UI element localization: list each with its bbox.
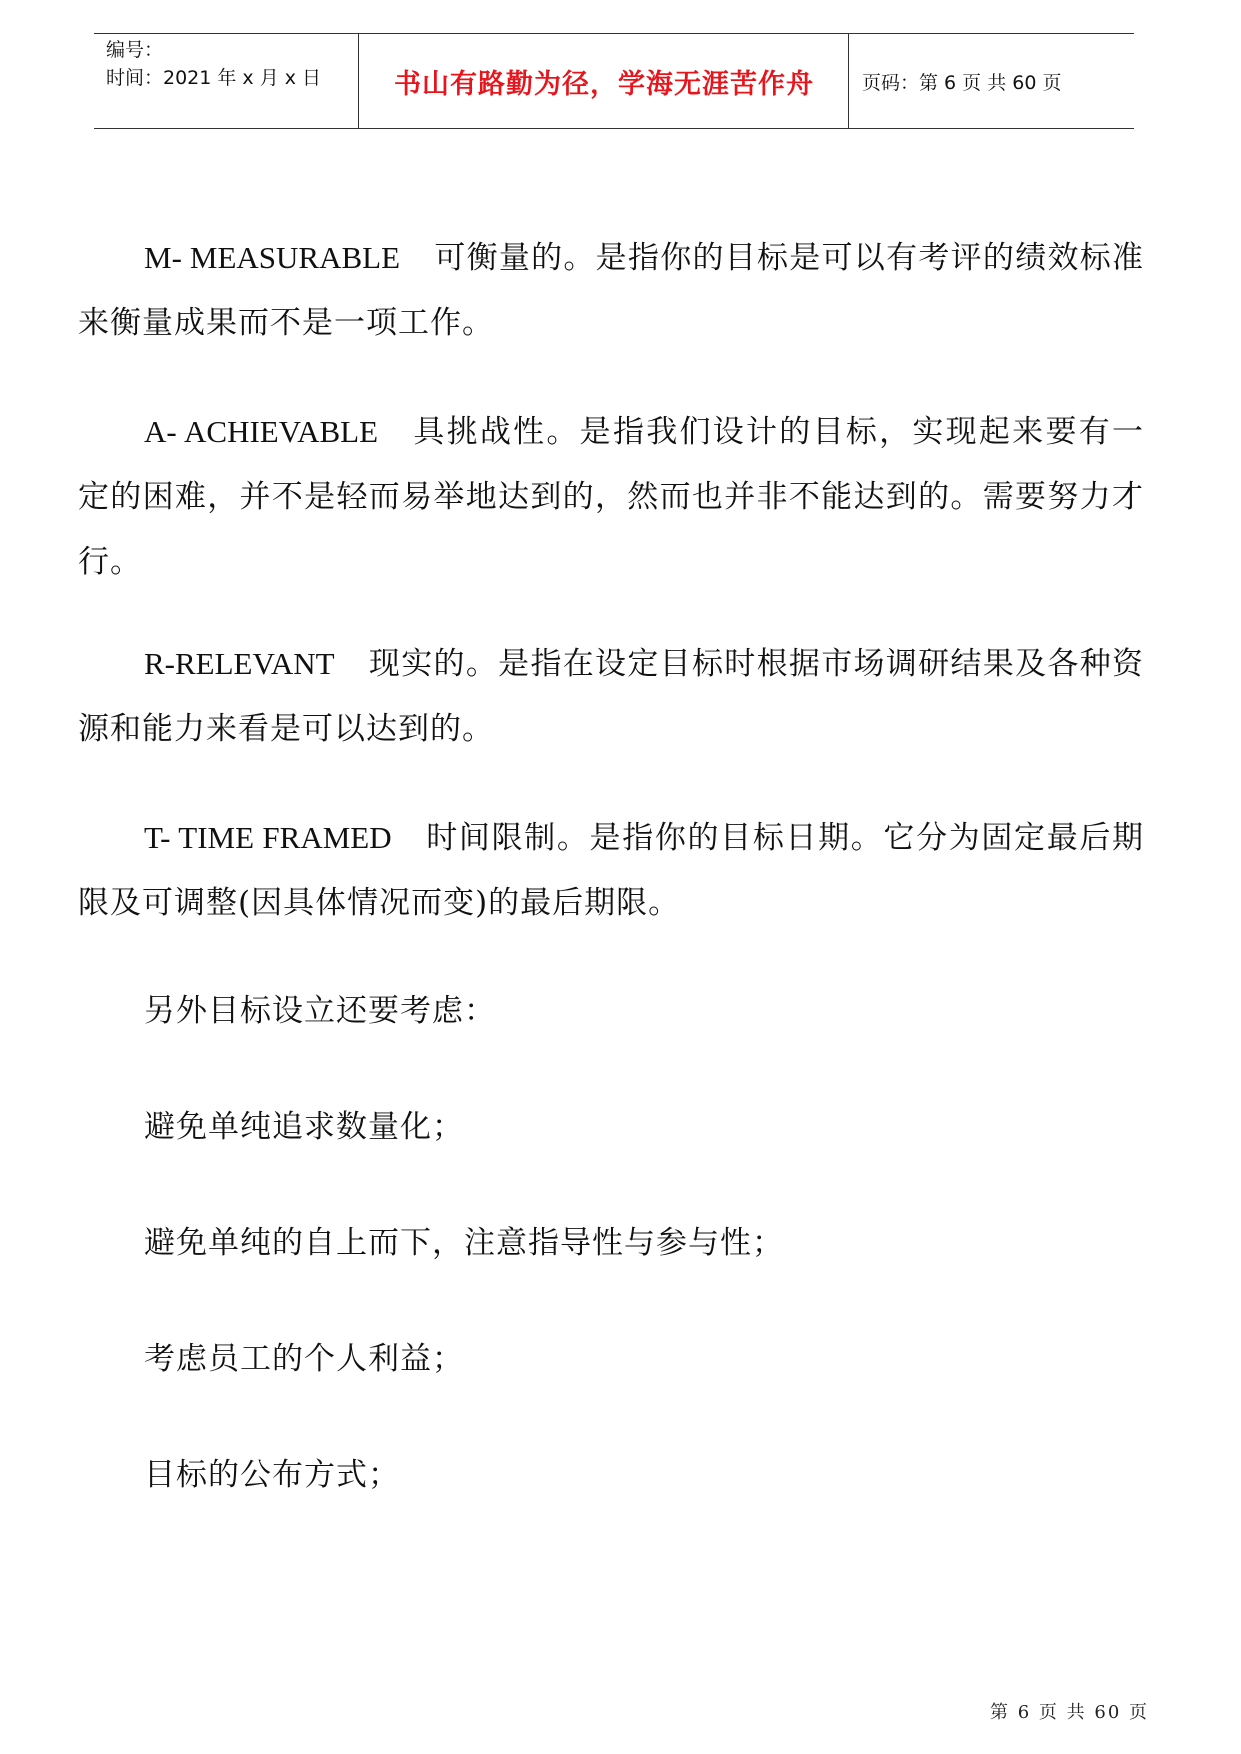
header-motto-cell: [360, 34, 849, 128]
paragraph-text: 时间限制。是指你的目标日期。它分为固定最后期限及可调整(因具体情况而变)的最后期限。: [78, 820, 1145, 921]
paragraph-text: 另外目标设立还要考虑：: [144, 993, 496, 1029]
paragraph-text: 目标的公布方式；: [144, 1457, 400, 1493]
header-page-info: 页码：第 6 页 共 60 页: [862, 71, 1062, 94]
paragraph-time-framed: [78, 805, 1144, 936]
header-motto: 书山有路勤为径，学海无涯苦作舟: [394, 68, 814, 100]
page-footer: 第 6 页 共 60 页: [990, 1702, 1149, 1723]
paragraph-measurable: [78, 225, 1144, 356]
header-number-label: 编号：: [106, 39, 164, 61]
page-header: [94, 33, 1134, 129]
paragraph-text: 避免单纯的自上而下，注意指导性与参与性；: [144, 1225, 784, 1261]
paragraph-text: 现实的。是指在设定目标时根据市场调研结果及各种资源和能力来看是可以达到的。: [78, 646, 1144, 747]
paragraph-relevant: [78, 631, 1144, 762]
paragraph-text: 具挑战性。是指我们设计的目标，实现起来要有一定的困难，并不是轻而易举地达到的，然而也并非不能达到的。需要努力才行。: [78, 414, 1144, 580]
header-time-label: 时间：2021 年 x 月 x 日: [106, 67, 322, 89]
term-label: T- TIME FRAMED: [144, 820, 392, 855]
paragraph-item: [78, 1327, 1144, 1392]
term-label: M- MEASURABLE: [144, 240, 401, 275]
paragraph-considerations: [78, 979, 1144, 1044]
paragraph-item: [78, 1211, 1144, 1276]
paragraph-item: [78, 1443, 1144, 1508]
paragraph-achievable: [78, 399, 1144, 595]
term-label: R-RELEVANT: [144, 646, 335, 681]
paragraph-item: [78, 1095, 1144, 1160]
paragraph-text: 可衡量的。是指你的目标是可以有考评的绩效标准来衡量成果而不是一项工作。: [78, 240, 1145, 341]
paragraph-text: 避免单纯追求数量化；: [144, 1109, 464, 1145]
paragraph-text: 考虑员工的个人利益；: [144, 1341, 464, 1377]
term-label: A- ACHIEVABLE: [144, 414, 379, 449]
header-page-cell: [850, 34, 1134, 128]
header-meta-cell: [94, 34, 359, 128]
